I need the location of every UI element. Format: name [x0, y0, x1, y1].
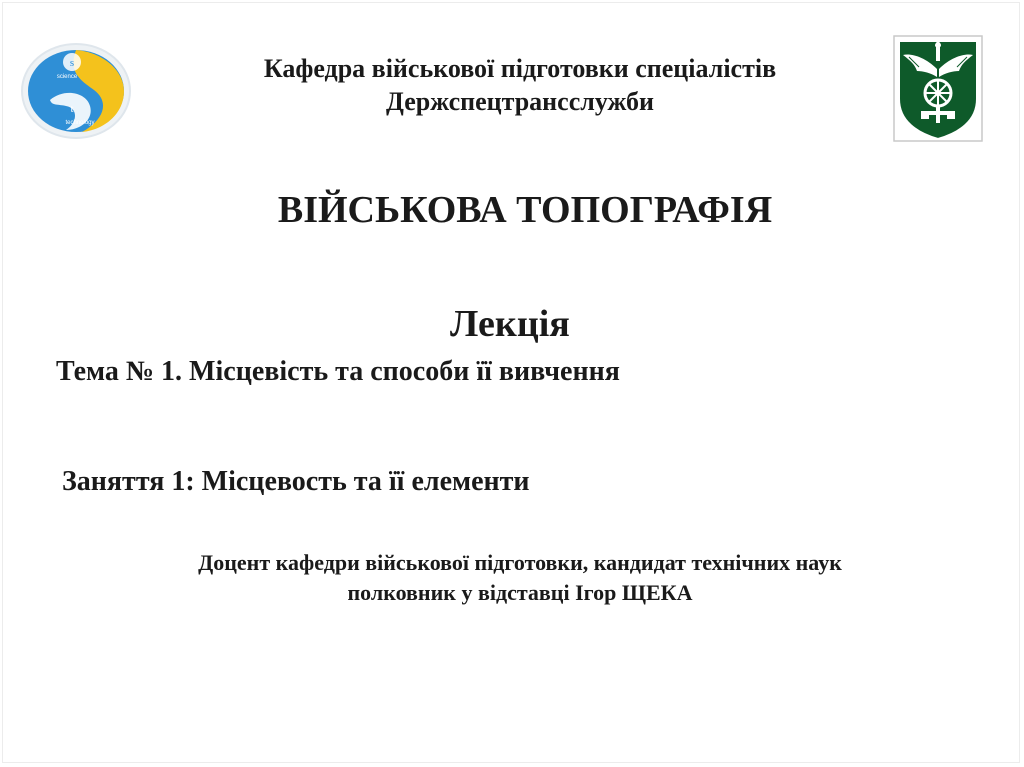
- lesson-line: Заняття 1: Місцевость та її елементи: [62, 466, 530, 497]
- science-technology-logo: [20, 42, 132, 140]
- author-line-1: Доцент кафедри військової підготовки, кандидат технічних наук: [198, 550, 842, 575]
- author-line-2: полковник у відставці Ігор ЩЕКА: [347, 580, 693, 605]
- logo-word-science: science: [56, 74, 78, 80]
- header-line-1: Кафедра військової підготовки спеціалістів: [263, 54, 777, 83]
- logo-letter-t: t: [70, 103, 74, 115]
- department-header: [150, 52, 890, 118]
- author-block: [60, 548, 980, 608]
- topic-line: Тема № 1. Місцевість та способи її вивчення: [56, 356, 620, 387]
- slide-title: ВІЙСЬКОВА ТОПОГРАФІЯ: [277, 189, 773, 231]
- header-line-2: Держспецтрансслужби: [386, 87, 654, 116]
- logo-letter-s: s: [69, 57, 75, 69]
- logo-word-technology: technology: [65, 120, 95, 126]
- lecture-label: Лекція: [450, 303, 570, 345]
- department-emblem-icon: [893, 35, 983, 142]
